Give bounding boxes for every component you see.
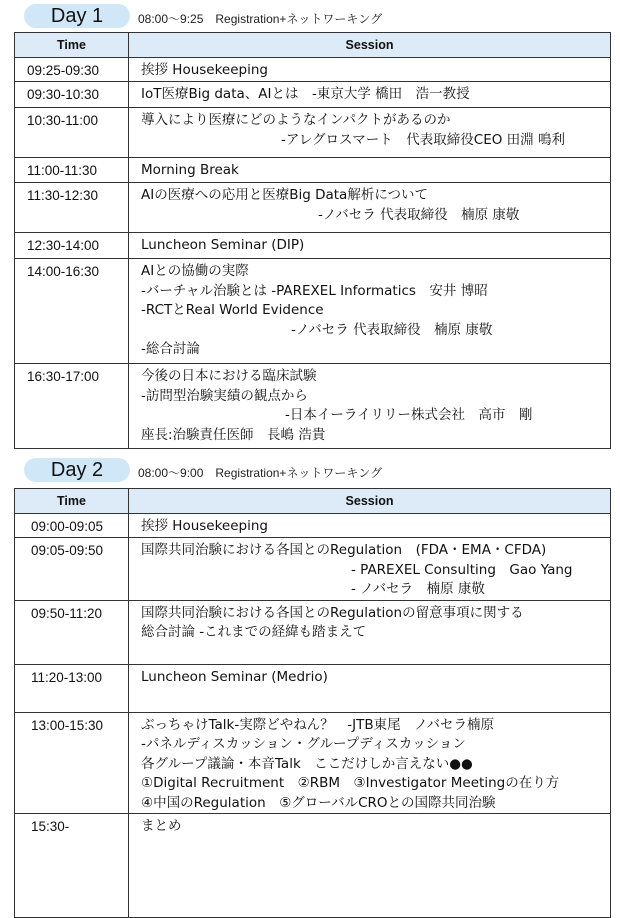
session-time: 16:30-17:00	[15, 364, 129, 449]
session-time: 11:00-11:30	[15, 158, 129, 183]
session-column-header: Session	[129, 489, 611, 514]
session-line: -ノバセラ 代表取締役 楠原 康敬	[291, 321, 493, 338]
session-cell	[129, 814, 611, 918]
session-cell	[129, 158, 611, 183]
session-time: 09:00-09:05	[15, 514, 129, 538]
session-line: -ノバセラ 代表取締役 楠原 康敬	[318, 206, 520, 223]
session-line: - ノバセラ 楠原 康敬	[351, 581, 485, 597]
session-line: -総合討論	[141, 341, 200, 357]
day2-header	[0, 458, 610, 484]
session-line: 導入により医療にどのようなインパクトがあるのか	[141, 112, 451, 128]
session-line: -日本イーライリリー株式会社 高市 剛	[285, 407, 533, 423]
session-line: -パネルディスカッション・グループディスカッション	[141, 736, 466, 752]
day1-label: Day 1	[24, 4, 130, 28]
session-line: 国際共同治験における各国とのRegulation (FDA・EMA・CFDA)	[141, 542, 547, 558]
session-cell	[129, 712, 611, 814]
time-column-header: Time	[15, 489, 129, 514]
session-line: AIとの協働の実際	[141, 263, 249, 279]
session-line: -バーチャル治験とは -PAREXEL Informatics 安井 博昭	[141, 282, 488, 299]
session-time: 12:30-14:00	[15, 233, 129, 259]
table-row	[15, 233, 611, 259]
session-line: 挨拶 Housekeeping	[141, 518, 268, 534]
day1-header	[0, 4, 610, 30]
table-row	[15, 108, 611, 158]
session-line: AIの医療への応用と医療Big Data解析について	[141, 187, 429, 203]
session-time: 09:25-09:30	[15, 58, 129, 82]
session-cell	[129, 538, 611, 601]
session-time: 14:00-16:30	[15, 259, 129, 364]
session-line: Luncheon Seminar (Medrio)	[141, 668, 328, 685]
session-cell	[129, 233, 611, 259]
table-row	[15, 183, 611, 233]
time-column-header: Time	[15, 33, 129, 58]
day1-registration-note: 08:00～9:25 Registration+ネットワーキング	[138, 12, 383, 26]
session-column-header: Session	[129, 33, 611, 58]
session-cell	[129, 364, 611, 449]
session-line: ④中国のRegulation ⑤グローバルCROとの国際共同治験	[141, 794, 496, 811]
table-row	[15, 514, 611, 538]
session-cell	[129, 600, 611, 664]
session-line: 国際共同治験における各国とのRegulationの留意事項に関する	[141, 604, 524, 621]
session-cell	[129, 58, 611, 82]
session-cell	[129, 664, 611, 712]
session-line: -RCTとReal World Evidence	[141, 302, 324, 318]
session-time: 15:30-	[15, 814, 129, 918]
session-line: Luncheon Seminar (DIP)	[141, 237, 305, 253]
session-line: ①Digital Recruitment ②RBM ③Investigator Meetingの在り方	[141, 775, 560, 791]
session-cell	[129, 183, 611, 233]
session-time: 09:30-10:30	[15, 82, 129, 108]
session-cell	[129, 108, 611, 158]
table-header-row	[15, 33, 611, 58]
session-line: -アレグロスマート 代表取締役CEO 田淵 鳴利	[281, 131, 565, 148]
day2-registration-note: 08:00～9:00 Registration+ネットワーキング	[138, 466, 383, 480]
session-line: Morning Break	[141, 162, 239, 178]
session-time: 10:30-11:00	[15, 108, 129, 158]
day2-schedule-table	[14, 488, 611, 918]
session-line: 今後の日本における臨床試験	[141, 368, 317, 384]
session-line: 各グループ議論・本音Talk ここだけしか言えない●●	[141, 755, 473, 772]
session-line: ぶっちゃけTalk-実際どやねん？ -JTB東尾 ノバセラ楠原	[141, 716, 495, 733]
session-time: 13:00-15:30	[15, 712, 129, 814]
table-row	[15, 664, 611, 712]
day2-label: Day 2	[24, 458, 130, 482]
day1-schedule-table	[14, 32, 611, 449]
session-line: 座長:治験責任医師 長嶋 浩貴	[141, 426, 326, 443]
table-row	[15, 58, 611, 82]
session-time: 09:05-09:50	[15, 538, 129, 601]
session-time: 11:30-12:30	[15, 183, 129, 233]
session-line: まとめ	[141, 818, 182, 834]
session-line: 挨拶 Housekeeping	[141, 62, 268, 78]
session-line: -訪問型治験実績の観点から	[141, 387, 308, 404]
table-row	[15, 814, 611, 918]
session-time: 11:20-13:00	[15, 664, 129, 712]
table-header-row	[15, 489, 611, 514]
table-row	[15, 364, 611, 449]
table-row	[15, 712, 611, 814]
table-row	[15, 600, 611, 664]
table-row	[15, 538, 611, 601]
session-line: - PAREXEL Consulting Gao Yang	[351, 561, 573, 578]
session-cell	[129, 514, 611, 538]
table-row	[15, 82, 611, 108]
table-row	[15, 259, 611, 364]
session-line: IoT医療Big data、AIとは -東京大学 橋田 浩一教授	[141, 86, 470, 102]
session-cell	[129, 259, 611, 364]
session-line: 総合討論 -これまでの経緯も踏まえて	[141, 624, 367, 640]
session-time: 09:50-11:20	[15, 600, 129, 664]
table-row	[15, 158, 611, 183]
session-cell	[129, 82, 611, 108]
